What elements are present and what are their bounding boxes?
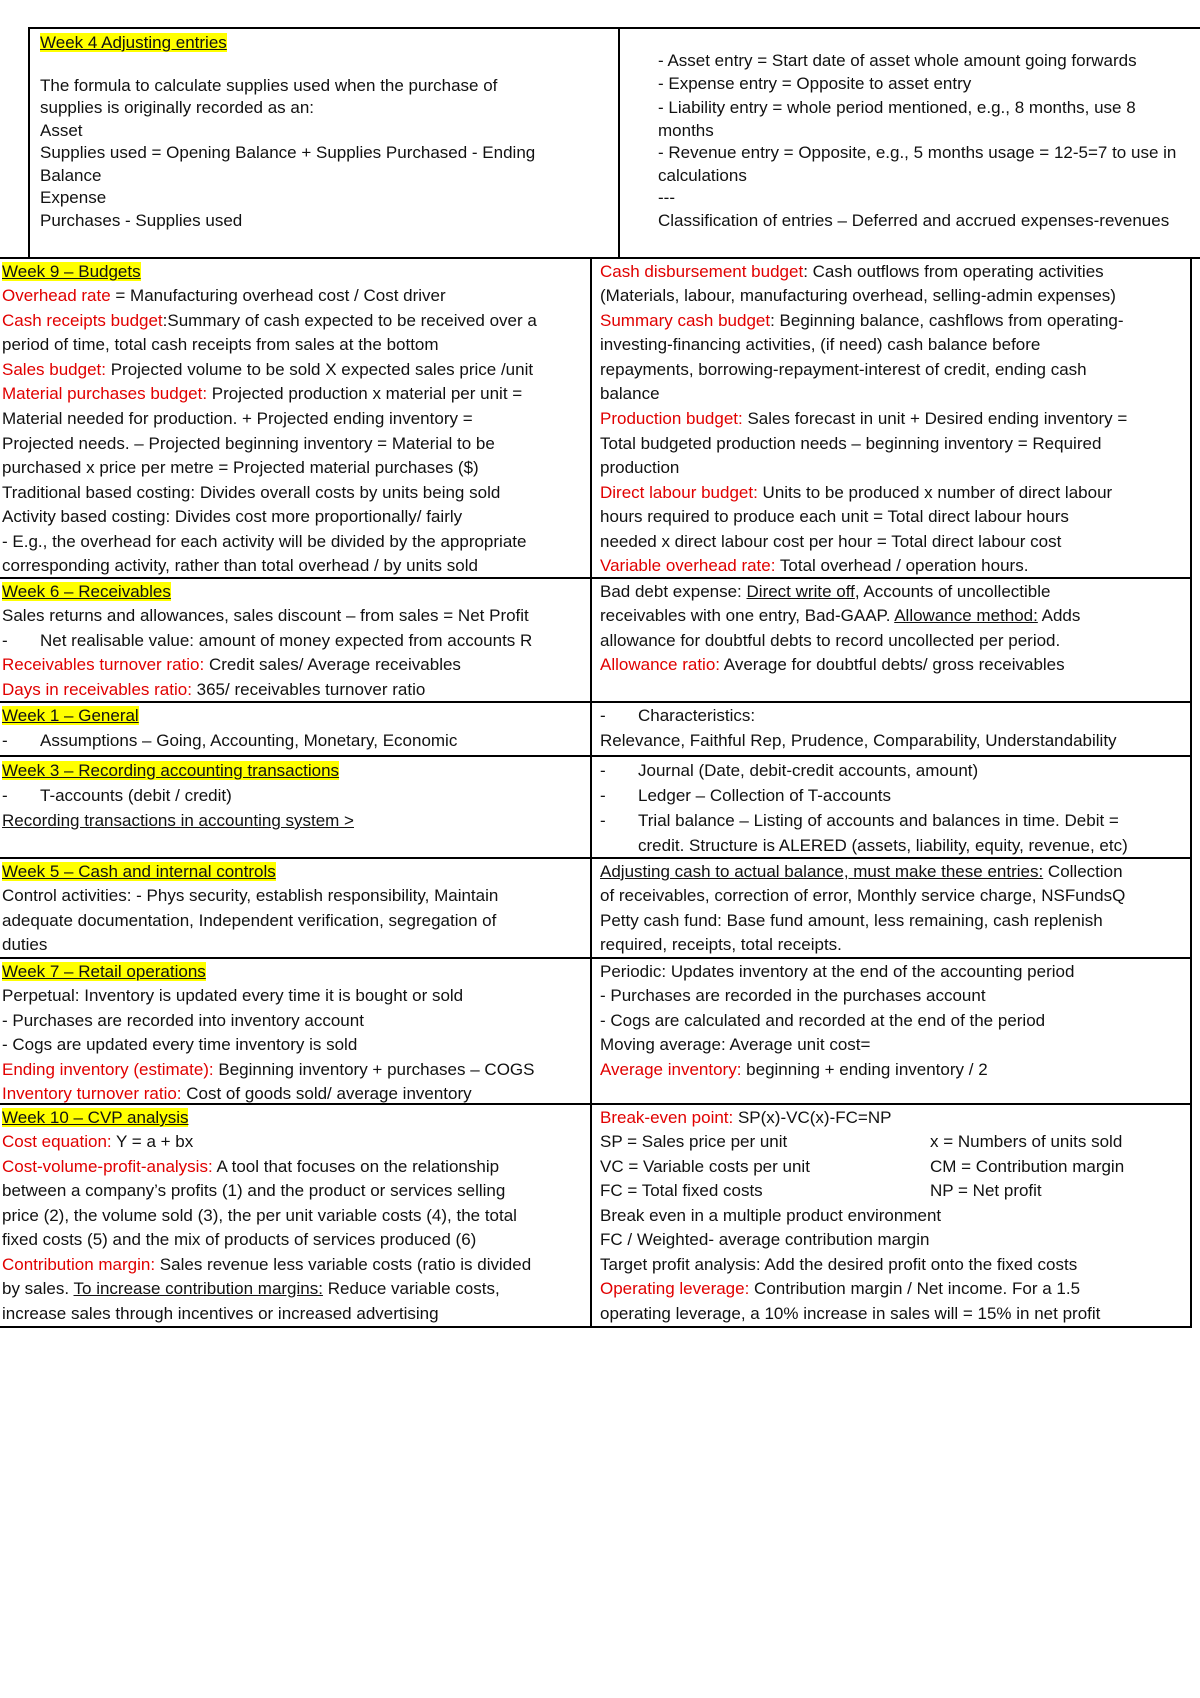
- trial-balance-line-2: credit. Structure is ALERED (assets, liability, equity, revenue, etc): [638, 836, 1128, 855]
- week7-left-cell: [0, 959, 592, 1103]
- summary-cash-line-3: repayments, borrowing-repayment-interest of credit, ending cash: [600, 360, 1087, 379]
- week4-right-line-8: Classification of entries – Deferred and accrued expenses-revenues: [658, 211, 1170, 230]
- production-budget-line-3: production: [600, 458, 680, 477]
- week4-right-line-6: calculations: [658, 166, 747, 185]
- week3-line-1: - T-accounts (debit / credit): [2, 786, 232, 805]
- week7-title: Week 7 – Retail operations: [2, 962, 206, 981]
- week9-title: Week 9 – Budgets: [2, 262, 141, 281]
- week7-right-cell: [592, 959, 1190, 1103]
- week4-left-line-4: Supplies used = Opening Balance + Supplies Purchased - Ending: [40, 143, 536, 162]
- operating-leverage-line: Operating leverage: Contribution margin / Net income. For a 1.5: [600, 1279, 1081, 1298]
- x-definition: x = Numbers of units sold: [930, 1132, 1123, 1151]
- contribution-margin-line: Contribution margin: Sales revenue less variable costs (ratio is divided: [2, 1255, 532, 1274]
- np-definition: NP = Net profit: [930, 1181, 1042, 1200]
- week6-right-cell: [592, 579, 1190, 701]
- direct-labour-line-2: hours required to produce each unit = Total direct labour hours: [600, 507, 1069, 526]
- week6-left-cell: [0, 579, 592, 701]
- week7-right-line-4: Moving average: Average unit cost=: [600, 1035, 871, 1054]
- week10-right-cell: [592, 1105, 1190, 1326]
- week7-right-line-1: Periodic: Updates inventory at the end of the accounting period: [600, 962, 1075, 981]
- week5-block: [0, 857, 1192, 959]
- week10-left-cell: [0, 1105, 592, 1326]
- week10-block: [0, 1103, 1192, 1328]
- summary-cash-line-4: balance: [600, 384, 660, 403]
- week3-title: Week 3 – Recording accounting transactions: [2, 761, 340, 780]
- week4-right-line-3: - Liability entry = whole period mentioned, e.g., 8 months, use 8: [658, 98, 1136, 117]
- week9-right-cell: [592, 259, 1190, 577]
- week4-right-line-7: ---: [658, 188, 675, 207]
- bad-debt-line-2: receivables with one entry, Bad-GAAP. Allowance method: Adds: [600, 606, 1081, 625]
- overhead-rate-line: Overhead rate = Manufacturing overhead cost / Cost driver: [2, 286, 446, 305]
- week5-right-line-4: required, receipts, total receipts.: [600, 935, 842, 954]
- journal-line: - Journal (Date, debit-credit accounts, amount): [600, 761, 979, 780]
- week7-left-line-1: Perpetual: Inventory is updated every time it is bought or sold: [2, 986, 464, 1005]
- week6-block: [0, 577, 1192, 703]
- characteristics-list: Relevance, Faithful Rep, Prudence, Comparability, Understandability: [600, 731, 1117, 750]
- allowance-ratio-line: Allowance ratio: Average for doubtful debts/ gross receivables: [600, 655, 1065, 674]
- direct-labour-line-3: needed x direct labour cost per hour = Total direct labour cost: [600, 532, 1062, 551]
- cvp-line: Cost-volume-profit-analysis: A tool that focuses on the relationship: [2, 1157, 500, 1176]
- week4-left-line-5: Balance: [40, 166, 102, 185]
- week9-left-line-5: Activity based costing: Divides cost more proportionally/ fairly: [2, 507, 463, 526]
- vc-definition: VC = Variable costs per unit: [600, 1157, 810, 1176]
- week5-left-line-3: duties: [2, 935, 48, 954]
- contribution-margin-line-2: by sales. To increase contribution margins: Reduce variable costs,: [2, 1279, 500, 1298]
- cash-disbursement-line-2: (Materials, labour, manufacturing overhead, selling-admin expenses): [600, 286, 1116, 305]
- adjusting-cash-line: Adjusting cash to actual balance, must make these entries: Collection: [600, 862, 1123, 881]
- week5-left-line-2: adequate documentation, Independent verification, segregation of: [2, 911, 497, 930]
- ledger-line: - Ledger – Collection of T-accounts: [600, 786, 891, 805]
- week9-left-line-4: Traditional based costing: Divides overall costs by units being sold: [2, 483, 501, 502]
- week5-left-line-1: Control activities: - Phys security, establish responsibility, Maintain: [2, 886, 499, 905]
- summary-cash-line: Summary cash budget: Beginning balance, cashflows from operating-: [600, 311, 1124, 330]
- week10-left-line-2: price (2), the volume sold (3), the per unit variable costs (4), the total: [2, 1206, 517, 1225]
- production-budget-line-2: Total budgeted production needs – beginning inventory = Required: [600, 434, 1102, 453]
- week7-block: [0, 957, 1192, 1105]
- week5-right-cell: [592, 859, 1190, 957]
- week4-left-line-7: Purchases - Supplies used: [40, 211, 243, 230]
- week3-line-2: Recording transactions in accounting system >: [2, 811, 354, 830]
- summary-cash-line-2: investing-financing activities, (if need) cash balance before: [600, 335, 1041, 354]
- production-budget-line: Production budget: Sales forecast in unit + Desired ending inventory =: [600, 409, 1128, 428]
- week1-line-1: - Assumptions – Going, Accounting, Monetary, Economic: [2, 731, 458, 750]
- week3-left-cell: [0, 757, 592, 857]
- week7-right-line-3: - Cogs are calculated and recorded at the end of the period: [600, 1011, 1046, 1030]
- week10-right-line-1: Break even in a multiple product environment: [600, 1206, 942, 1225]
- days-receivables-line: Days in receivables ratio: 365/ receivables turnover ratio: [2, 680, 426, 699]
- week4-right-line-2: - Expense entry = Opposite to asset entry: [658, 74, 972, 93]
- bad-debt-line: Bad debt expense: Direct write off, Accounts of uncollectible: [600, 582, 1051, 601]
- week6-line-2: - Net realisable value: amount of money expected from accounts R: [2, 631, 533, 650]
- direct-labour-line: Direct labour budget: Units to be produced x number of direct labour: [600, 483, 1113, 502]
- week9-left-line-2: Projected needs. – Projected beginning inventory = Material to be: [2, 434, 495, 453]
- week6-line-1: Sales returns and allowances, sales discount – from sales = Net Profit: [2, 606, 529, 625]
- week9-left-line-7: corresponding activity, rather than total overhead / by units sold: [2, 556, 478, 575]
- week4-title: Week 4 Adjusting entries: [40, 33, 227, 52]
- week4-left-line-2: supplies is originally recorded as an:: [40, 98, 315, 117]
- week7-right-line-2: - Purchases are recorded in the purchases account: [600, 986, 986, 1005]
- week1-block: [0, 701, 1192, 757]
- week4-left-line-6: Expense: [40, 188, 107, 207]
- cash-receipts-line: Cash receipts budget:Summary of cash expected to be received over a: [2, 311, 537, 330]
- fc-definition: FC = Total fixed costs: [600, 1181, 763, 1200]
- week5-title: Week 5 – Cash and internal controls: [2, 862, 276, 881]
- cost-equation-line: Cost equation: Y = a + bx: [2, 1132, 194, 1151]
- week1-title: Week 1 – General: [2, 706, 139, 725]
- week10-left-line-3: fixed costs (5) and the mix of products of services produced (6): [2, 1230, 477, 1249]
- week10-title: Week 10 – CVP analysis: [2, 1108, 189, 1127]
- week4-right-line-4: months: [658, 121, 714, 140]
- contribution-margin-line-3: increase sales through incentives or increased advertising: [2, 1304, 439, 1323]
- operating-leverage-line-2: operating leverage, a 10% increase in sales will = 15% in net profit: [600, 1304, 1101, 1323]
- week9-left-line-3: purchased x price per metre = Projected material purchases ($): [2, 458, 479, 477]
- week9-left-line-1: Material needed for production. + Projected ending inventory =: [2, 409, 473, 428]
- receivables-turnover-line: Receivables turnover ratio: Credit sales/ Average receivables: [2, 655, 461, 674]
- week4-right-cell: [620, 29, 1200, 257]
- week4-left-line-1: The formula to calculate supplies used when the purchase of: [40, 76, 498, 95]
- cm-definition: CM = Contribution margin: [930, 1157, 1125, 1176]
- sales-budget-line: Sales budget: Projected volume to be sold X expected sales price /unit: [2, 360, 534, 379]
- week5-right-line-3: Petty cash fund: Base fund amount, less remaining, cash replenish: [600, 911, 1103, 930]
- week10-right-line-3: Target profit analysis: Add the desired profit onto the fixed costs: [600, 1255, 1078, 1274]
- characteristics-line: - Characteristics:: [600, 706, 756, 725]
- week7-left-line-3: - Cogs are updated every time inventory is sold: [2, 1035, 358, 1054]
- week4-left-cell: [30, 29, 620, 257]
- bad-debt-line-3: allowance for doubtful debts to record uncollected per period.: [600, 631, 1061, 650]
- week4-right-line-5: - Revenue entry = Opposite, e.g., 5 months usage = 12-5=7 to use in: [658, 143, 1177, 162]
- week5-left-cell: [0, 859, 592, 957]
- inventory-turnover-line: Inventory turnover ratio: Cost of goods sold/ average inventory: [2, 1084, 472, 1103]
- ending-inventory-line: Ending inventory (estimate): Beginning inventory + purchases – COGS: [2, 1060, 535, 1079]
- sp-definition: SP = Sales price per unit: [600, 1132, 788, 1151]
- week5-right-line-2: of receivables, correction of error, Monthly service charge, NSFundsQ: [600, 886, 1126, 905]
- cash-receipts-line-2: period of time, total cash receipts from sales at the bottom: [2, 335, 439, 354]
- week4-block: [28, 27, 1200, 259]
- week4-right-line-1: - Asset entry = Start date of asset whole amount going forwards: [658, 51, 1137, 70]
- week9-left-cell: [0, 259, 592, 577]
- week1-left-cell: [0, 703, 592, 755]
- week3-block: [0, 755, 1192, 859]
- week9-block: [0, 257, 1192, 579]
- week4-left-line-3: Asset: [40, 121, 83, 140]
- week6-title: Week 6 – Receivables: [2, 582, 171, 601]
- average-inventory-line: Average inventory: beginning + ending inventory / 2: [600, 1060, 988, 1079]
- week7-left-line-2: - Purchases are recorded into inventory account: [2, 1011, 364, 1030]
- week10-right-line-2: FC / Weighted- average contribution margin: [600, 1230, 930, 1249]
- trial-balance-line: - Trial balance – Listing of accounts and balances in time. Debit =: [600, 811, 1119, 830]
- week9-left-line-6: - E.g., the overhead for each activity will be divided by the appropriate: [2, 532, 527, 551]
- material-purchases-line: Material purchases budget: Projected production x material per unit =: [2, 384, 523, 403]
- variable-overhead-line: Variable overhead rate: Total overhead / operation hours.: [600, 556, 1029, 575]
- break-even-line: Break-even point: SP(x)-VC(x)-FC=NP: [600, 1108, 892, 1127]
- week3-right-cell: [592, 757, 1190, 857]
- cash-disbursement-line: Cash disbursement budget: Cash outflows from operating activities: [600, 262, 1104, 281]
- week1-right-cell: [592, 703, 1190, 755]
- week10-left-line-1: between a company’s profits (1) and the product or services selling: [2, 1181, 506, 1200]
